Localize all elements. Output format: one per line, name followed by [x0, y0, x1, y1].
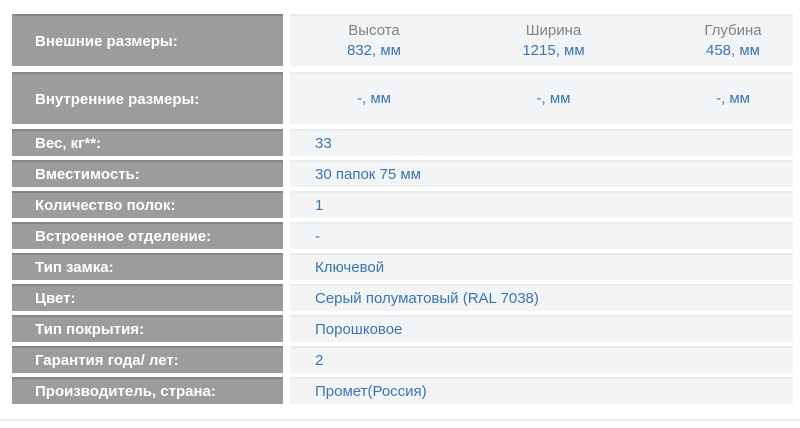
spec-label: Тип замка:: [12, 253, 283, 280]
spec-row-internal-dimensions: [12, 72, 793, 124]
spec-label: Вместимость:: [12, 160, 283, 187]
spec-value: Ключевой: [290, 253, 793, 280]
spec-row-external-dimensions: [12, 14, 793, 66]
dimension-value-depth: 458, мм: [706, 42, 760, 59]
spec-row-coating-type: [12, 315, 793, 342]
spec-label: Вес, кг**:: [12, 129, 283, 156]
spec-row-lock-type: [12, 253, 793, 280]
spec-label: Встроенное отделение:: [12, 222, 283, 249]
spec-value: Порошковое: [290, 315, 793, 342]
spec-label: Гарантия года/ лет:: [12, 346, 283, 373]
spec-label: Количество полок:: [12, 191, 283, 218]
dimension-header-depth: Глубина: [704, 22, 762, 39]
dimension-column-height: [318, 89, 430, 109]
spec-value: 30 папок 75 мм: [290, 160, 793, 187]
dimension-column-width: [498, 21, 610, 61]
spec-label-internal-dimensions: Внутренние размеры:: [12, 72, 283, 124]
dimension-column-depth: [677, 89, 789, 109]
dimension-column-depth: [677, 21, 789, 61]
dimension-column-width: [498, 89, 610, 109]
spec-table: [12, 14, 793, 408]
spec-value: 1: [290, 191, 793, 218]
spec-value-internal-dimensions: [290, 72, 793, 124]
spec-label: Тип покрытия:: [12, 315, 283, 342]
spec-value: Промет(Россия): [290, 377, 793, 404]
spec-label: Производитель, страна:: [12, 377, 283, 404]
dimension-header-width: Ширина: [525, 22, 582, 39]
spec-row-shelf-count: [12, 191, 793, 218]
spec-label: Цвет:: [12, 284, 283, 311]
spec-value-external-dimensions: [290, 14, 793, 66]
spec-row-weight: [12, 129, 793, 156]
dimension-value-height: 832, мм: [347, 42, 401, 59]
spec-row-built-in-compartment: [12, 222, 793, 249]
spec-value: 33: [290, 129, 793, 156]
spec-row-warranty: [12, 346, 793, 373]
dimension-header-height: Высота: [348, 22, 400, 39]
spec-row-color: [12, 284, 793, 311]
spec-value: 2: [290, 346, 793, 373]
spec-value: -: [290, 222, 793, 249]
bottom-divider: [0, 419, 800, 421]
dimension-value-height: -, мм: [357, 90, 391, 107]
dimension-value-width: 1215, мм: [522, 42, 585, 59]
dimension-value-depth: -, мм: [716, 90, 750, 107]
spec-row-capacity: [12, 160, 793, 187]
dimension-column-height: [318, 21, 430, 61]
spec-label-external-dimensions: Внешние размеры:: [12, 14, 283, 66]
dimension-value-width: -, мм: [536, 90, 571, 107]
spec-row-manufacturer: [12, 377, 793, 404]
spec-value: Серый полуматовый (RAL 7038): [290, 284, 793, 311]
